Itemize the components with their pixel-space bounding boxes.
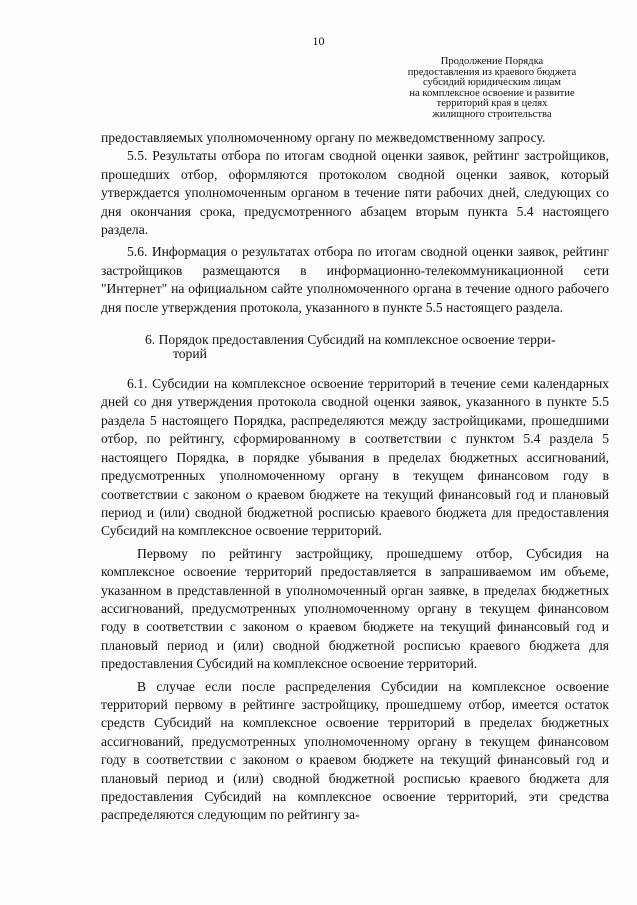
header-line: жилищного строительства bbox=[432, 108, 552, 120]
paragraph-6-1: 6.1. Субсидии на комплексное освоение территорий в течение семи календарных дней со дня утверждения протокола сводной оценки заявок, указанного в пункте 5.5 раздела 5 настоящего Порядка, распределяются между застройщиками, прошедшими отбор, по рейтингу, сформированному в соответствии с пунктом 5.4 раздела 5 настоящего Порядка, в порядке убывания в пределах бюджетных ассигнований, предусмотренных уполномоченному органу в текущем финансовом году в соответствии с законом о краевом бюджете на текущий финансовый год и плановый период и (или) сводной бюджетной росписью краевого бюджета для предоставления Субсидий на комплексное освоение территорий. bbox=[101, 376, 609, 539]
document-header bbox=[372, 57, 612, 121]
paragraph-remainder: В случае если после распределения Субсидии на комплексное освоение территорий первому в рейтинге застройщику, прошедшему отбор, имеется остаток средств Субсидий на комплексное освоение территорий в пределах бюджетных ассигнований, предусмотренных уполномоченному органу в текущем финансовом году в соответствии с законом о краевом бюджете на текущий финансовый год и плановый период и (или) сводной бюджетной росписью краевого бюджета для предоставления Субсидий на комплексное освоение территорий, эти средства распределяются следующим по рейтингу за- bbox=[101, 678, 609, 823]
paragraph-5-5: 5.5. Результаты отбора по итогам сводной оценки заявок, рейтинг застройщиков, прошедших отбор, оформляются протоколом сводной оценки заявок, который утверждается уполномоченным органом в течение пяти рабочих дней, следующих со дня окончания срока, предусмотренного абзацем вторым пункта 5.4 настоящего раздела. bbox=[101, 148, 609, 238]
header-line: предоставления из краевого бюджета bbox=[407, 66, 577, 78]
header-line: Продолжение Порядка bbox=[440, 56, 544, 67]
document-body bbox=[101, 129, 609, 825]
paragraph-continuation: предоставляемых уполномоченному органу по межведомственному запросу. bbox=[101, 130, 546, 145]
paragraph-5-6: 5.6. Информация о результатах отбора по итогам сводной оценки заявок, рейтинг застройщиков размещаются в информационно-телекоммуникационной сети "Интернет" на официальном сайте уполномоченного органа в течение одного рабочего дня после утверждения протокола, указанного в пункте 5.5 настоящего раздела. bbox=[101, 244, 609, 315]
header-line: субсидий юридическим лицам bbox=[423, 77, 561, 89]
header-line: территорий края в целях bbox=[436, 98, 548, 110]
paragraph-first-developer: Первому по рейтингу застройщику, прошедшему отбор, Субсидия на комплексное освоение территорий предоставляется в запрашиваемом им объеме, указанном в представленной в уполномоченный орган заявке, в пределах бюджетных ассигнований, предусмотренных уполномоченному органу в текущем финансовом году в соответствии с законом о краевом бюджете на текущий финансовый год и плановый период и (или) сводной бюджетной росписью краевого бюджета для предоставления Субсидий на комплексное освоение территорий. bbox=[101, 545, 609, 672]
section-heading-line2: торий bbox=[173, 346, 207, 362]
section-heading bbox=[101, 333, 609, 361]
header-line: на комплексное освоение и развитие bbox=[409, 87, 575, 99]
page-number: 10 bbox=[312, 34, 325, 48]
section-heading-line1: 6. Порядок предоставления Субсидий на комплексное освоение терри- bbox=[145, 332, 556, 348]
